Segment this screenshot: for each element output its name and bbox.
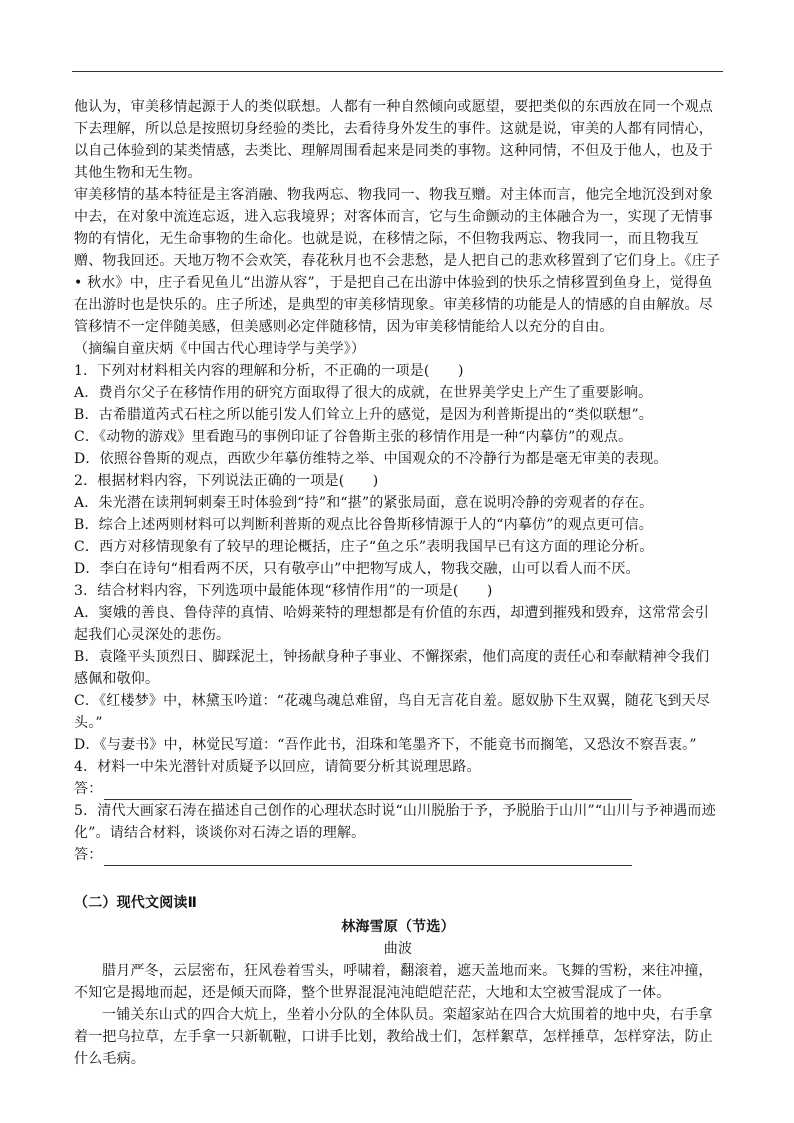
question-4: 4．材料一中朱光潜针对质疑予以回应，请简要分析其说理思路。 (74, 759, 481, 775)
question-1-option-d: D．依照谷鲁斯的观点，西欧少年摹仿维特之举、中国观众的不冷静行为都是毫无审美的表现。 (74, 451, 668, 467)
question-1-option-c: C．《动物的游戏》里看跑马的事例印证了谷鲁斯主张的移情作用是一种“内摹仿”的观点。 (74, 429, 633, 445)
question-3: 3．结合材料内容，下列选项中最能体现“移情作用”的一项是( ) (74, 583, 493, 599)
question-3-option-b: B．袁隆平头顶烈日、脚踩泥土，钟扬献身种子事业、不懈探索，他们高度的责任心和奉献精神令我们感佩和敬仰。 (74, 649, 710, 687)
question-3-option-c: C．《红楼梦》中，林黛玉吟道：“花魂鸟魂总难留，鸟自无言花自羞。愿奴胁下生双翼，随花飞到天尽头。” (74, 693, 711, 731)
question-3-option-a: A．窦娥的善良、鲁侍萍的真情、哈姆莱特的理想都是有价值的东西，却遭到摧残和毁弃，这常常会引起我们心灵深处的悲伤。 (74, 605, 710, 643)
question-2-option-a: A．朱光潜在读荆轲刺秦王时体验到“持”和“揕”的紧张局面，意在说明冷静的旁观者的存在。 (74, 495, 654, 511)
question-2-option-c: C．西方对移情现象有了较早的理论概括，庄子“鱼之乐”表明我国早已有这方面的理论分析。 (74, 539, 654, 555)
passage-title: 林海雪原（节选） (341, 919, 455, 935)
answer-label: 答： (74, 781, 103, 797)
answer-label: 答： (74, 847, 103, 863)
question-1: 1．下列对材料相关内容的理解和分析，不正确的一项是( ) (74, 363, 464, 379)
question-5: 5．清代大画家石涛在描述自己创作的心理状态时说“山川脱胎于予，予脱胎于山川”“山川与予神遇而迹化”。请结合材料，谈谈你对石涛之语的理解。 (74, 803, 716, 841)
header-rule (72, 71, 723, 72)
source-citation: （摘编自童庆炳《中国古代心理诗学与美学》） (74, 341, 366, 357)
question-1-option-b: B．古希腊道芮式石柱之所以能引发人们耸立上升的感觉，是因为利普斯提出的“类似联想”。 (74, 407, 654, 423)
question-2-option-d: D．李白在诗句“相看两不厌，只有敬亭山”中把物写成人，物我交融，山可以看人而不厌。 (74, 561, 640, 577)
section-heading: （二）现代文阅读Ⅱ (74, 895, 198, 911)
question-2: 2．根据材料内容，下列说法正确的一项是( ) (74, 473, 379, 489)
question-1-option-a: A．费肖尔父子在移情作用的研究方面取得了很大的成就，在世界美学史上产生了重要影响。 (74, 385, 653, 401)
answer-line-4 (74, 778, 722, 800)
passage-paragraph: 腊月严冬，云层密布，狂风卷着雪头，呼啸着，翻滚着，遮天盖地而来。飞舞的雪粉，来往冲撞，不知它是揭地而起，还是倾天而降，整个世界混混沌沌皑皑茫茫，大地和太空被雪混成了一体。 (74, 963, 713, 1001)
paragraph: 审美移情的基本特征是主客消融、物我两忘、物我同一、物我互赠。对主体而言，他完全地沉没到对象中去，在对象中流连忘返，进入忘我境界；对客体而言，它与生命颤动的主体融合为一，实现了无情事物的有情化，无生命事物的生命化。也就是说，在移情之际，不但物我两忘、物我同一，而且物我互赠、物我回还。天地万物不会欢笑，春花秋月也不会悲愁，是人把自己的悲欢移置到了它们身上。《庄子 • 秋水》中，庄子看见鱼儿“出游从容”，于是把自己在出游中体验到的快乐之情移置到鱼身上，觉得鱼在出游时也是快乐的。庄子所述，是典型的审美移情现象。审美移情的功能是人的情感的自由解放。尽管移情不一定伴随美感，但美感则必定伴随移情，因为审美移情能给人以充分的自由。 (74, 187, 721, 335)
passage-paragraph: 一铺关东山式的四合大炕上，坐着小分队的全体队员。栾超家站在四合大炕围着的地中央，右手拿着一把乌拉草，左手拿一只新靰鞡，口讲手比划，教给战士们，怎样絮草，怎样捶草，怎样穿法，防止什么毛病。 (74, 1007, 713, 1067)
answer-blank (104, 849, 632, 866)
document-body (74, 96, 722, 1070)
answer-line-5 (74, 844, 722, 866)
answer-blank (104, 783, 632, 800)
passage-author: 曲波 (383, 941, 413, 957)
question-3-option-d: D．《与妻书》中，林觉民写道：“吾作此书，泪珠和笔墨齐下，不能竟书而搁笔，又恐汝不察吾衷。” (74, 737, 697, 753)
paragraph: 他认为，审美移情起源于人的类似联想。人都有一种自然倾向或愿望，要把类似的东西放在同一个观点下去理解，所以总是按照切身经验的类比，去看待身外发生的事件。这就是说，审美的人都有同情心，以自己体验到的某类情感，去类比、理解周围看起来是同类的事物。这种同情，不但及于他人，也及于其他生物和无生物。 (74, 99, 713, 181)
question-2-option-b: B．综合上述两则材料可以判断利普斯的观点比谷鲁斯移情源于人的“内摹仿”的观点更可信。 (74, 517, 653, 533)
